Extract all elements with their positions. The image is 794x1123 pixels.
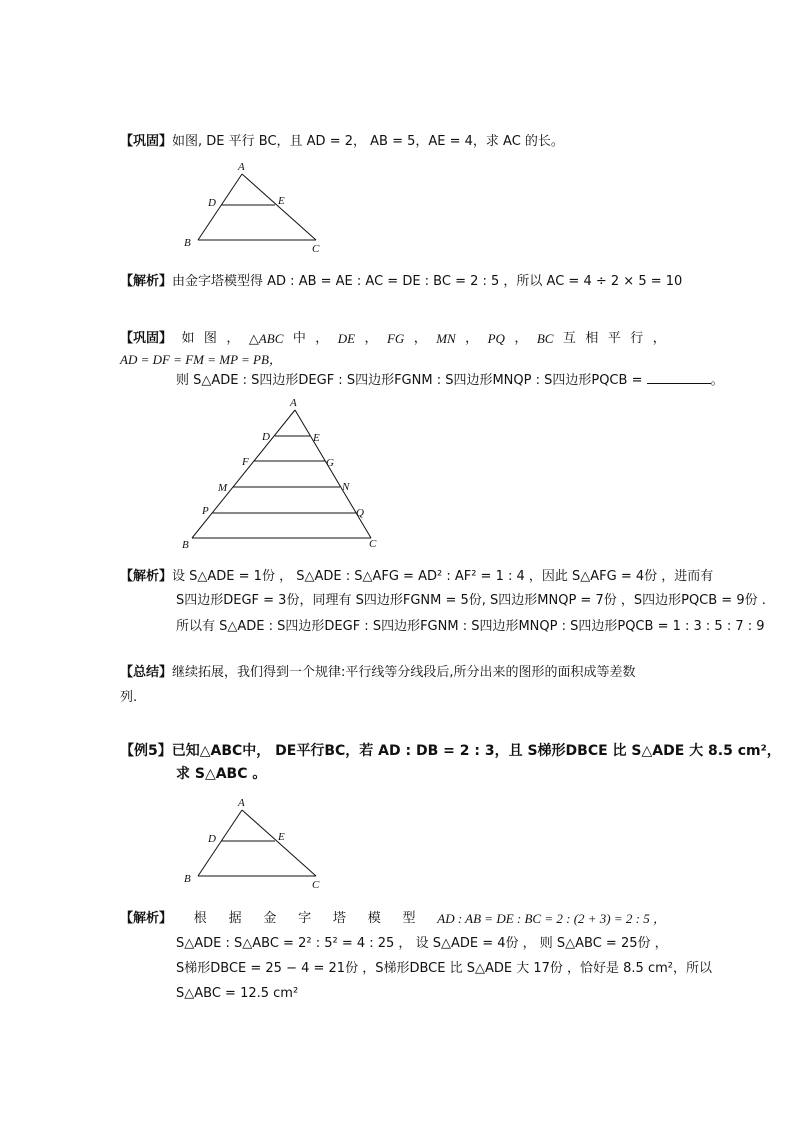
fig3-label-E: E [278, 831, 285, 843]
ex5-w6: 型 [402, 911, 416, 926]
fig1-label-D: D [208, 197, 216, 209]
problem2-statement-line1 [120, 331, 666, 347]
p2-w11: ， [465, 331, 479, 346]
example5-statement-line2: 求 S△ABC 。 [176, 766, 267, 782]
p2-w12: PQ [487, 331, 505, 346]
p2-w15: 互 [562, 331, 576, 346]
fig2-label-B: B [182, 539, 189, 551]
problem2-statement-line2: AD = DF = FM = MP = PB， [120, 352, 282, 367]
ex5-w2: 金 [263, 911, 277, 926]
fig2-label-Q: Q [356, 507, 364, 519]
ex5-w3: 字 [298, 911, 312, 926]
p2-w6: DE [337, 331, 356, 346]
p2-w14: BC [536, 331, 554, 346]
figure-2 [176, 396, 386, 552]
example5-solution-tag: 【解析】 [120, 911, 173, 926]
p2-w10: MN [436, 331, 456, 346]
p2-w7: ， [364, 331, 378, 346]
problem2-solution-line2: S四边形DEGF = 3份，同理有 S四边形FGNM = 5份, S四边形MNQP = 7份 ，S四边形PQCB = 9份 . [176, 593, 766, 608]
summary-tag: 【总结】 [120, 665, 173, 680]
problem1-tag: 【巩固】 [120, 134, 173, 149]
problem2-solution-text1: 设 S△ADE = 1份 ， S△ADE : S△AFG = AD² : AF² = 1 : 4 ，因此 S△AFG = 4份 ，进而有 [172, 569, 714, 584]
p2-w1: 图 [203, 331, 217, 346]
fig2-label-P: P [202, 505, 209, 517]
fig2-label-C: C [369, 538, 377, 550]
fig1-label-B: B [184, 237, 191, 249]
example5-solution-line1 [120, 911, 666, 927]
p2-w16: 相 [585, 331, 599, 346]
example5-tag: 【例5】 [120, 743, 172, 759]
p2-w0: 如 [181, 331, 195, 346]
p2-w9: ， [413, 331, 427, 346]
p2-w3: △ABC [248, 331, 284, 346]
fig2-label-E: E [313, 432, 320, 444]
fig3-label-B: B [184, 873, 191, 885]
fig2-label-N: N [342, 481, 350, 493]
problem2-solution-line1 [120, 569, 713, 585]
p2-w18: 行 [630, 331, 644, 346]
problem2-solution-tag: 【解析】 [120, 569, 173, 584]
fig2-label-F: F [242, 456, 249, 468]
p2-w8: FG [386, 331, 405, 346]
p2-w17: 平 [607, 331, 621, 346]
problem1-solution-tag: 【解析】 [120, 274, 173, 289]
fig1-label-A: A [238, 161, 245, 173]
example5-solution-line4: S△ABC = 12.5 cm² [176, 986, 299, 1001]
problem2-question-text: 则 S△ADE : S四边形DEGF : S四边形FGNM : S四边形MNQP : S四边形PQCB = [176, 373, 643, 388]
summary-text1: 继续拓展，我们得到一个规律:平行线等分线段后,所分出来的图形的面积成等差数 [172, 665, 636, 680]
figure-1 [178, 158, 328, 254]
fig3-label-C: C [312, 879, 320, 890]
ex5-w4: 塔 [332, 911, 346, 926]
fig2-label-A: A [290, 397, 297, 409]
p2-w4: 中 [292, 331, 306, 346]
problem1-text: 如图, DE 平行 BC，且 AD = 2， AB = 5，AE = 4，求 AC 的长。 [172, 134, 564, 149]
ex5-w7: AD : AB = DE : BC = 2 : (2 + 3) = 2 : 5 ， [437, 911, 666, 926]
summary-line2: 列. [120, 690, 138, 705]
ex5-w1: 据 [228, 911, 242, 926]
fig2-label-G: G [326, 457, 334, 469]
ex5-w0: 根 [193, 911, 207, 926]
example5-statement-line1 [120, 743, 781, 759]
p2-w13: ， [514, 331, 528, 346]
p2-w2: ， [226, 331, 240, 346]
problem2-tag: 【巩固】 [120, 331, 173, 346]
fig2-label-M: M [218, 482, 228, 494]
summary-line1 [120, 665, 636, 681]
p2-w19: ， [652, 331, 666, 346]
fig1-label-C: C [312, 243, 320, 254]
fig3-label-A: A [238, 797, 245, 809]
figure-3 [178, 794, 328, 890]
problem2-question-end: 。 [710, 373, 724, 388]
fig2-label-D: D [262, 431, 270, 443]
example5-solution-line2: S△ADE : S△ABC = 2² : 5² = 4 : 25 ， 设 S△ADE = 4份 ， 则 S△ABC = 25份 ， [176, 936, 668, 951]
problem1-solution-text: 由金字塔模型得 AD : AB = AE : AC = DE : BC = 2 : 5 ，所以 AC = 4 ÷ 2 × 5 = 10 [172, 274, 683, 289]
problem2-question [176, 373, 724, 389]
fig3-label-D: D [208, 833, 216, 845]
fig1-label-E: E [278, 195, 285, 207]
problem2-solution-line3: 所以有 S△ADE : S四边形DEGF : S四边形FGNM : S四边形MNQP : S四边形PQCB = 1 : 3 : 5 : 7 : 9 [176, 619, 765, 634]
example5-text1: 已知△ABC中， DE平行BC，若 AD : DB = 2 : 3，且 S梯形DBCE 比 S△ADE 大 8.5 cm²， [171, 743, 781, 759]
problem1-solution [120, 274, 682, 290]
problem1-statement [120, 134, 564, 150]
ex5-w5: 模 [367, 911, 381, 926]
answer-blank [647, 373, 711, 384]
example5-solution-line3: S梯形DBCE = 25 − 4 = 21份 ，S梯形DBCE 比 S△ADE 大 17份 ，恰好是 8.5 cm²，所以 [176, 961, 712, 976]
p2-w5: ， [315, 331, 329, 346]
